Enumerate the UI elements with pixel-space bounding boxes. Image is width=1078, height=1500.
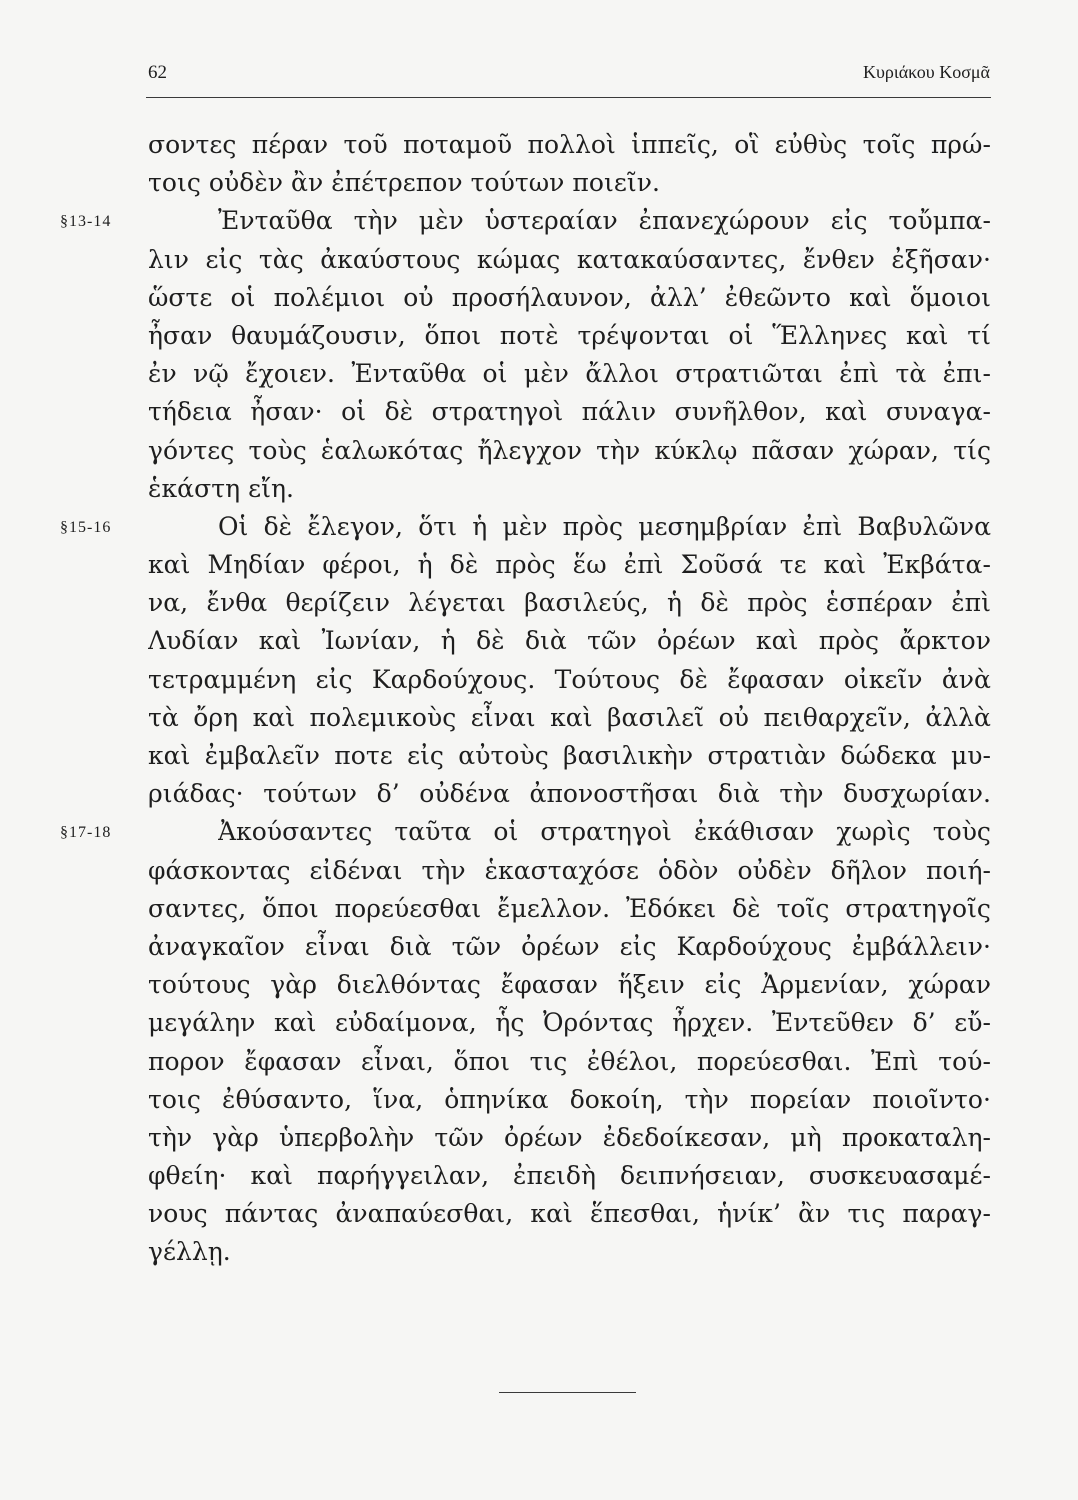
text-line — [0, 928, 1078, 966]
text-line — [0, 393, 1078, 431]
text-line — [0, 661, 1078, 699]
header-rule — [146, 97, 991, 98]
text-line — [0, 1157, 1078, 1195]
text-line — [0, 470, 1078, 508]
text-line — [0, 775, 1078, 813]
line-text: Οἱ δὲ ἔλεγον, ὅτι ἡ μὲν πρὸς μεσημβρίαν ἐπὶ Βαβυλῶνα — [218, 511, 991, 541]
text-line — [0, 737, 1078, 775]
end-rule — [499, 1392, 636, 1393]
line-text: ἀναγκαῖον εἶναι διὰ τῶν ὀρέων εἰς Καρδούχους ἐμβάλλειν· — [148, 931, 991, 961]
text-line — [0, 584, 1078, 622]
running-head — [148, 62, 990, 92]
line-text: τοις οὐδὲν ἂν ἐπέτρεπον τούτων ποιεῖν. — [148, 168, 660, 198]
line-text: γέλλῃ. — [148, 1237, 231, 1267]
line-text: σαντες, ὅποι πορεύεσθαι ἔμελλον. Ἐδόκει δὲ τοῖς στρατηγοῖς — [148, 893, 991, 923]
text-line — [0, 126, 1078, 164]
text-line — [0, 1195, 1078, 1233]
text-line — [0, 279, 1078, 317]
text-line — [0, 699, 1078, 737]
text-line — [0, 432, 1078, 470]
text-line — [0, 317, 1078, 355]
line-text: λιν εἰς τὰς ἀκαύστους κώμας κατακαύσαντες, ἔνθεν ἐξῆσαν· — [148, 244, 991, 274]
line-text: πορον ἔφασαν εἶναι, ὅποι τις ἐθέλοι, πορεύεσθαι. Ἐπὶ τού- — [148, 1046, 991, 1076]
line-text: γόντες τοὺς ἑαλωκότας ἤλεγχον τὴν κύκλῳ πᾶσαν χώραν, τίς — [148, 435, 991, 465]
line-text: τοις ἐθύσαντο, ἵνα, ὁπηνίκα δοκοίη, τὴν πορείαν ποιοῖντο· — [148, 1084, 991, 1114]
text-line — [0, 813, 1078, 851]
line-text: καὶ ἐμβαλεῖν ποτε εἰς αὐτοὺς βασιλικὴν στρατιὰν δώδεκα μυ- — [148, 741, 991, 770]
line-text: Ἀκούσαντες ταῦτα οἱ στρατηγοὶ ἐκάθισαν χωρὶς τοὺς — [218, 817, 991, 847]
line-text: ριάδας· τούτων δ’ οὐδένα ἀπονοστῆσαι διὰ τὴν δυσχωρίαν. — [148, 779, 991, 809]
line-text: ὥστε οἱ πολέμιοι οὐ προσήλαυνον, ἀλλ’ ἐθεῶντο καὶ ὅμοιοι — [148, 282, 991, 312]
line-text: να, ἔνθα θερίζειν λέγεται βασιλεύς, ἡ δὲ πρὸς ἑσπέραν ἐπὶ — [148, 588, 991, 618]
text-line — [0, 1233, 1078, 1271]
line-text: νους πάντας ἀναπαύεσθαι, καὶ ἕπεσθαι, ἡνίκ’ ἂν τις παραγ- — [148, 1199, 991, 1229]
line-text: φθείη· καὶ παρήγγειλαν, ἐπειδὴ δειπνήσειαν, συσκευασαμέ- — [148, 1161, 991, 1191]
section-marker: §15-16 — [60, 518, 112, 536]
line-text: σοντες πέραν τοῦ ποταμοῦ πολλοὶ ἱππεῖς, οἳ εὐθὺς τοῖς πρώ- — [148, 130, 991, 159]
line-text: φάσκοντας εἰδέναι τὴν ἑκασταχόσε ὁδὸν οὐδὲν δῆλον ποιή- — [148, 855, 991, 885]
line-text: Λυδίαν καὶ Ἰωνίαν, ἡ δὲ διὰ τῶν ὀρέων καὶ πρὸς ἄρκτον — [148, 626, 991, 656]
line-text: τετραμμένη εἰς Καρδούχους. Τούτους δὲ ἔφασαν οἰκεῖν ἀνὰ — [148, 664, 991, 694]
text-line — [0, 852, 1078, 890]
line-text: ἐν νῷ ἔχοιεν. Ἐνταῦθα οἱ μὲν ἄλλοι στρατιῶται ἐπὶ τὰ ἐπι- — [148, 359, 991, 389]
text-line — [0, 355, 1078, 393]
line-text: ἦσαν θαυμάζουσιν, ὅποι ποτὲ τρέψονται οἱ Ἕλληνες καὶ τί — [148, 320, 991, 350]
text-line — [0, 890, 1078, 928]
text-line — [0, 1119, 1078, 1157]
text-line — [0, 966, 1078, 1004]
text-line — [0, 241, 1078, 279]
line-text: ἑκάστη εἴη. — [148, 473, 294, 503]
body-text — [0, 126, 1078, 1272]
line-text: μεγάλην καὶ εὐδαίμονα, ἧς Ὀρόντας ἦρχεν. Ἐντεῦθεν δ’ εὔ- — [148, 1008, 991, 1038]
line-text: καὶ Μηδίαν φέροι, ἡ δὲ πρὸς ἕω ἐπὶ Σοῦσά τε καὶ Ἐκβάτα- — [148, 550, 991, 580]
section-marker: §13-14 — [60, 213, 112, 231]
line-text: Ἐνταῦθα τὴν μὲν ὑστεραίαν ἐπανεχώρουν εἰς τοὔμπα- — [218, 206, 991, 236]
running-title: Κυριάκου Κοσμᾶ — [862, 62, 990, 82]
text-line — [0, 164, 1078, 202]
line-text: τήδεια ἦσαν· οἱ δὲ στρατηγοὶ πάλιν συνῆλθον, καὶ συναγα- — [148, 397, 991, 427]
line-text: τὰ ὄρη καὶ πολεμικοὺς εἶναι καὶ βασιλεῖ οὐ πειθαρχεῖν, ἀλλὰ — [148, 702, 991, 732]
text-line — [0, 546, 1078, 584]
line-text: τὴν γὰρ ὑπερβολὴν τῶν ὀρέων ἐδεδοίκεσαν, μὴ προκαταλη- — [148, 1122, 991, 1152]
page-number: 62 — [148, 62, 167, 83]
text-line — [0, 622, 1078, 660]
text-line — [0, 1081, 1078, 1119]
text-line — [0, 1004, 1078, 1042]
section-marker: §17-18 — [60, 824, 112, 842]
line-text: τούτους γὰρ διελθόντας ἔφασαν ἥξειν εἰς Ἀρμενίαν, χώραν — [148, 970, 991, 1000]
text-line — [0, 202, 1078, 240]
text-line — [0, 508, 1078, 546]
text-line — [0, 1043, 1078, 1081]
